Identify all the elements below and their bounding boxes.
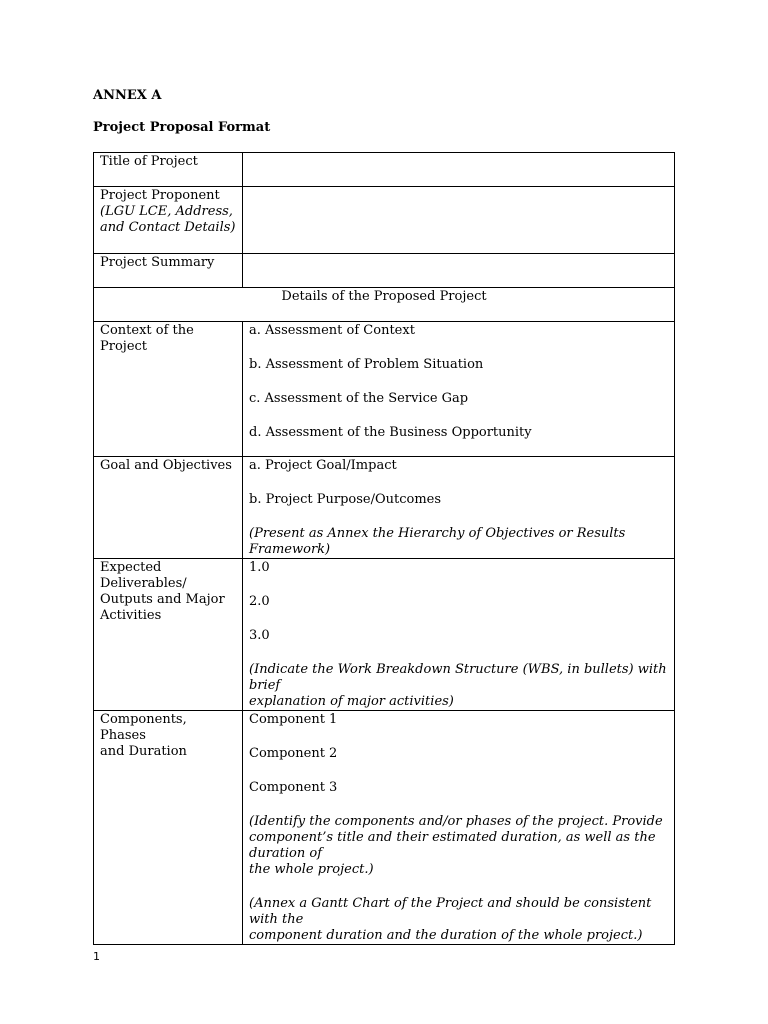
list-item: b. Project Purpose/Outcomes — [249, 492, 442, 507]
list-item: a. Assessment of Context — [249, 323, 415, 338]
list-item: 1.0 — [249, 560, 270, 575]
label-text: Goal and Objectives — [100, 458, 232, 473]
list-item: 3.0 — [249, 628, 270, 643]
list-item: c. Assessment of the Service Gap — [249, 391, 469, 406]
label-text: Project Summary — [100, 255, 215, 270]
components-note: component’s title and their estimated duration, as well as the duration of — [249, 830, 656, 861]
components-note: component duration and the duration of the whole project.) — [249, 928, 643, 943]
label-text: and Duration — [100, 744, 187, 759]
table-row-components — [94, 711, 675, 945]
label-text: Project Proponent — [100, 188, 220, 203]
components-note: (Identify the components and/or phases of the project. Provide — [249, 814, 663, 829]
components-note: the whole project.) — [249, 862, 374, 877]
label-project-proponent — [94, 187, 243, 254]
label-text: Context of the — [100, 323, 194, 338]
list-item: d. Assessment of the Business Opportunity — [249, 425, 532, 440]
list-item: a. Project Goal/Impact — [249, 458, 397, 473]
value-project-summary — [243, 254, 675, 288]
annex-title: ANNEX A — [93, 88, 162, 103]
label-project-summary — [94, 254, 243, 288]
deliverables-note: explanation of major activities) — [249, 694, 454, 709]
label-goals — [94, 457, 243, 559]
list-item: Component 3 — [249, 780, 338, 795]
label-text: Title of Project — [100, 154, 198, 169]
label-deliverables — [94, 559, 243, 711]
table-row-summary — [94, 254, 675, 288]
list-item: Component 2 — [249, 746, 338, 761]
format-title: Project Proposal Format — [93, 120, 271, 135]
page-number: 1 — [93, 950, 100, 963]
table-row-details-header — [94, 288, 675, 322]
label-text: Components, Phases — [100, 712, 187, 743]
value-project-proponent — [243, 187, 675, 254]
list-item: b. Assessment of Problem Situation — [249, 357, 484, 372]
table-row-deliverables — [94, 559, 675, 711]
label-title-of-project — [94, 153, 243, 187]
value-deliverables — [243, 559, 675, 711]
label-text: Activities — [100, 608, 162, 623]
list-item: Component 1 — [249, 712, 338, 727]
table-row-goals — [94, 457, 675, 559]
proposal-table — [93, 152, 675, 945]
label-note: and Contact Details) — [100, 220, 236, 235]
list-item: 2.0 — [249, 594, 270, 609]
details-header-text: Details of the Proposed Project — [281, 289, 487, 304]
label-components — [94, 711, 243, 945]
table-row-title — [94, 153, 675, 187]
table-row-context — [94, 322, 675, 457]
table-row-proponent — [94, 187, 675, 254]
label-context — [94, 322, 243, 457]
deliverables-note: (Indicate the Work Breakdown Structure (WBS, in bullets) with brief — [249, 662, 667, 693]
details-header — [94, 288, 675, 322]
label-text: Expected — [100, 560, 162, 575]
label-text: Deliverables/ — [100, 576, 187, 591]
value-goals — [243, 457, 675, 559]
label-note: (LGU LCE, Address, — [100, 204, 233, 219]
value-components — [243, 711, 675, 945]
label-text: Outputs and Major — [100, 592, 225, 607]
value-title-of-project — [243, 153, 675, 187]
components-note: (Annex a Gantt Chart of the Project and should be consistent with the — [249, 896, 652, 927]
label-text: Project — [100, 339, 148, 354]
value-context — [243, 322, 675, 457]
goals-note: (Present as Annex the Hierarchy of Objectives or Results Framework) — [249, 526, 626, 557]
